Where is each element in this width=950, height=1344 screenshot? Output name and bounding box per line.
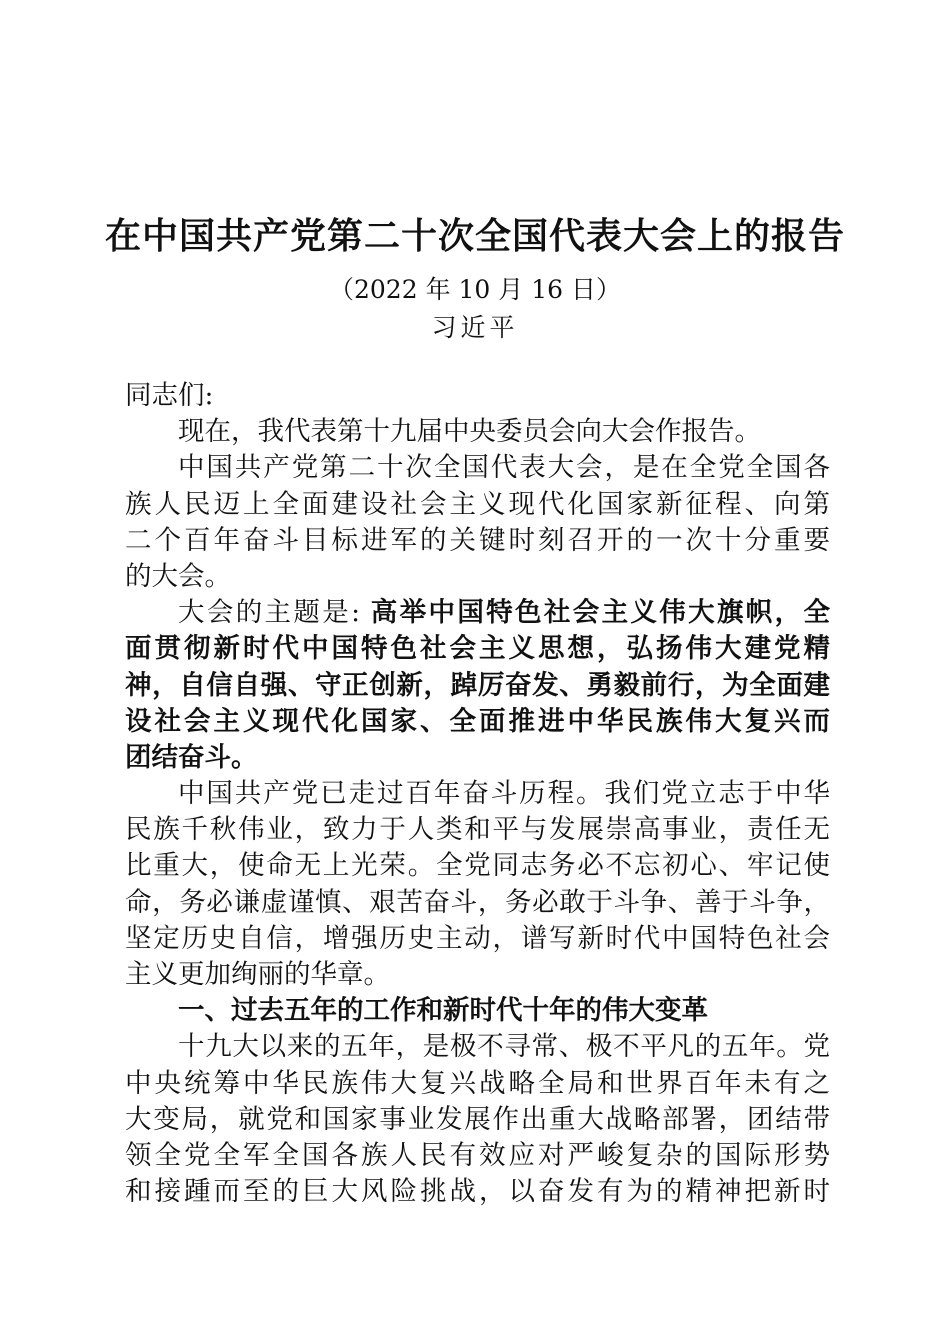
report-title: 在中国共产党第二十次全国代表大会上的报告 (104, 215, 845, 257)
text-line (125, 487, 830, 523)
text-line (125, 957, 830, 993)
text-line (125, 1102, 830, 1138)
bold-text: 一、过去五年的工作和新时代十年的伟大变革 (178, 995, 708, 1027)
paragraph (125, 1029, 830, 1210)
paragraph (125, 595, 830, 776)
paragraph (125, 450, 830, 595)
text-line (125, 668, 830, 704)
text-segment: 中国共产党已走过百年奋斗历程。我们党立志于中华 (178, 778, 830, 810)
text-segment: 现在，我代表第十九届中央委员会向大会作报告。 (178, 416, 761, 448)
text-line (125, 812, 830, 848)
text-line (125, 885, 830, 921)
text-segment: 民族千秋伟业，致力于人类和平与发展崇高事业，责任无 (125, 814, 830, 846)
text-line (125, 993, 830, 1029)
text-line (125, 776, 830, 812)
text-line (125, 414, 830, 450)
bold-text: 高举中国特色社会主义伟大旗帜，全 (370, 597, 831, 629)
text-line (125, 1029, 830, 1065)
bold-text: 团结奋斗。 (125, 741, 258, 773)
bold-text: 神，自信自强、守正创新，踔厉奋发、勇毅前行，为全面建 (125, 669, 830, 701)
text-segment: 中央统筹中华民族伟大复兴战略全局和世界百年未有之 (125, 1067, 830, 1099)
text-line (125, 740, 830, 776)
salutation: 同志们: (125, 380, 214, 411)
text-line (125, 1138, 830, 1174)
text-segment: 领全党全军全国各族人民有效应对严峻复杂的国际形势 (125, 1139, 830, 1171)
text-line (125, 523, 830, 559)
text-line (125, 631, 830, 667)
report-body (125, 378, 830, 1210)
text-segment: 大变局，就党和国家事业发展作出重大战略部署，团结带 (125, 1103, 830, 1135)
text-segment: 命，务必谦虚谨慎、艰苦奋斗，务必敢于斗争、善于斗争， (125, 886, 830, 918)
report-author: 习近平 (431, 313, 519, 342)
paragraph (125, 776, 830, 993)
text-line (125, 704, 830, 740)
bold-text: 面贯彻新时代中国特色社会主义思想，弘扬伟大建党精 (125, 633, 830, 665)
text-segment: 十九大以来的五年，是极不寻常、极不平凡的五年。党 (178, 1031, 830, 1063)
report-date: （2022 年 10 月 16 日） (329, 275, 621, 304)
text-segment: 的大会。 (125, 560, 231, 592)
text-segment: 坚定历史自信，增强历史主动，谱写新时代中国特色社会 (125, 922, 830, 954)
text-segment: 二个百年奋斗目标进军的关键时刻召开的一次十分重要 (125, 524, 830, 556)
text-line (125, 848, 830, 884)
paragraph (125, 414, 830, 450)
text-segment: 族人民迈上全面建设社会主义现代化国家新征程、向第 (125, 488, 830, 520)
paragraph (125, 993, 830, 1029)
text-line (125, 921, 830, 957)
text-line (125, 1174, 830, 1210)
text-segment: 中国共产党第二十次全国代表大会，是在全党全国各 (178, 452, 830, 484)
text-segment: 和接踵而至的巨大风险挑战，以奋发有为的精神把新时 (125, 1176, 830, 1208)
text-segment: 主义更加绚丽的华章。 (125, 959, 390, 990)
text-line (125, 595, 830, 631)
text-line (125, 450, 830, 486)
text-segment: 大会的主题是: (178, 597, 371, 629)
bold-text: 设社会主义现代化国家、全面推进中华民族伟大复兴而 (125, 705, 830, 737)
text-segment: 比重大，使命无上光荣。全党同志务必不忘初心、牢记使 (125, 850, 830, 882)
text-line (125, 1066, 830, 1102)
text-line (125, 559, 830, 595)
